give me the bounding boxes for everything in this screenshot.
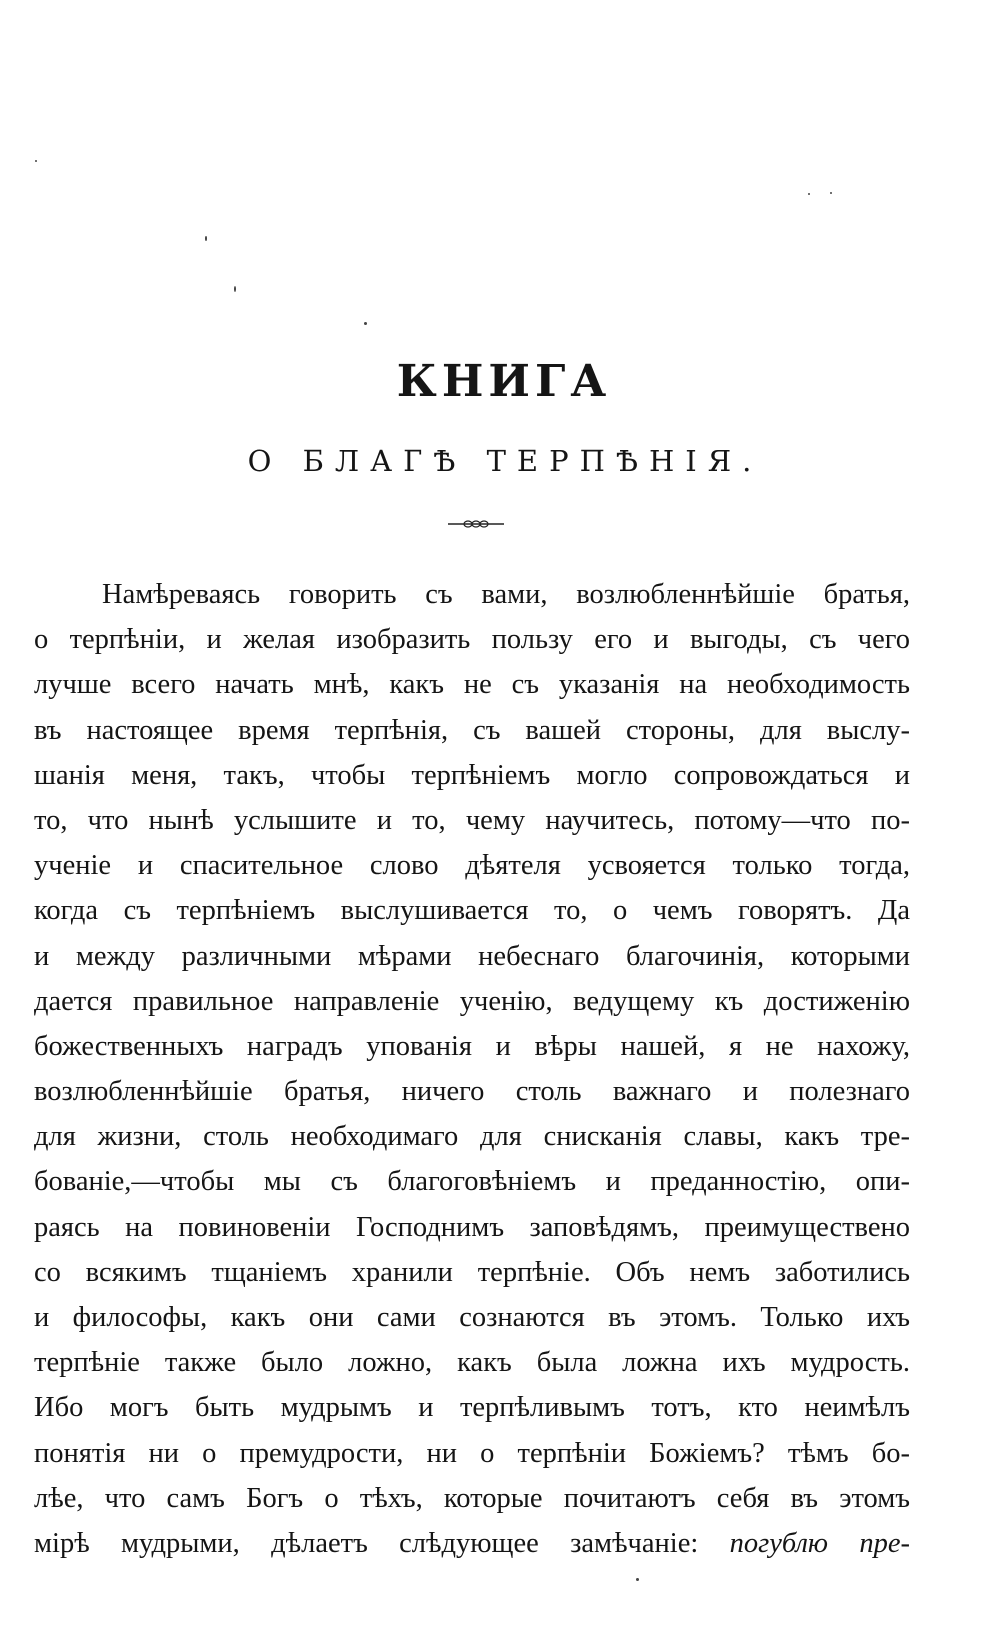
print-speck [205, 236, 207, 241]
text-line: со всякимъ тщаніемъ хранили терпѣніе. Объ немъ заботились [34, 1256, 910, 1288]
text-italic: погублю пре- [729, 1527, 910, 1559]
text-line: раясь на повиновеніи Господнимъ заповѣдямъ, преимуществено [34, 1211, 910, 1243]
print-speck [808, 193, 810, 195]
page-subtitle: О БЛАГѢ ТЕРПѢНІЯ. [247, 444, 763, 478]
page-title: КНИГА [396, 356, 612, 407]
text-line: когда съ терпѣніемъ выслушивается то, о чемъ говорятъ. Да [34, 895, 910, 927]
text-line: лучше всего начать мнѣ, какъ не съ указанія на необходимость [34, 669, 910, 701]
text-line: то, что нынѣ услышите и то, чему научитесь, потому—что по- [34, 804, 910, 836]
text-line-last [34, 1521, 910, 1566]
text-line: въ настоящее время терпѣнія, съ вашей стороны, для выслу- [34, 714, 910, 746]
text-line: возлюбленнѣйшіе братья, ничего столь важнаго и полезнаго [34, 1076, 910, 1108]
text-line: и философы, какъ они сами сознаются въ этомъ. Только ихъ [34, 1302, 910, 1333]
text-line: ученіе и спасительное слово дѣятеля усвояется только тогда, [34, 850, 910, 882]
text-line: бованіе,—чтобы мы съ благоговѣніемъ и преданностію, опи- [34, 1166, 910, 1198]
text-line: Ибо могъ быть мудрымъ и терпѣливымъ тотъ, кто неимѣлъ [34, 1392, 910, 1424]
text-line: Намѣреваясь говорить съ вами, возлюбленнѣйшіе братья, [102, 579, 910, 610]
text-line: и между различными мѣрами небеснаго благочинія, которыми [34, 940, 910, 972]
text-line: лѣе, что самъ Богъ о тѣхъ, которые почитаютъ себя въ этомъ [34, 1482, 910, 1514]
body-text [34, 572, 910, 1566]
text-regular: мірѣ мудрыми, дѣлаетъ слѣдующее замѣчаніе: [34, 1527, 699, 1559]
print-speck [830, 192, 832, 194]
text-line: шанія меня, такъ, чтобы терпѣніемъ могло сопровождаться и [34, 759, 910, 791]
print-speck [35, 160, 37, 162]
text-line: о терпѣніи, и желая изобразить пользу его и выгоды, съ чего [34, 624, 910, 656]
print-speck [364, 322, 367, 325]
print-speck [234, 286, 236, 292]
text-line: терпѣніе также было ложно, какъ была ложна ихъ мудрость. [34, 1347, 910, 1379]
divider-ornament-icon [448, 519, 504, 529]
text-line: божественныхъ наградъ упованія и вѣры нашей, я не нахожу, [34, 1030, 910, 1062]
text-line: дается правильное направленіе ученію, ведущему къ достиженію [34, 985, 910, 1017]
print-speck [636, 1578, 639, 1581]
text-line: понятія ни о премудрости, ни о терпѣніи Божіемъ? тѣмъ бо- [34, 1437, 910, 1469]
text-line: для жизни, столь необходимаго для снисканія славы, какъ тре- [34, 1121, 910, 1153]
